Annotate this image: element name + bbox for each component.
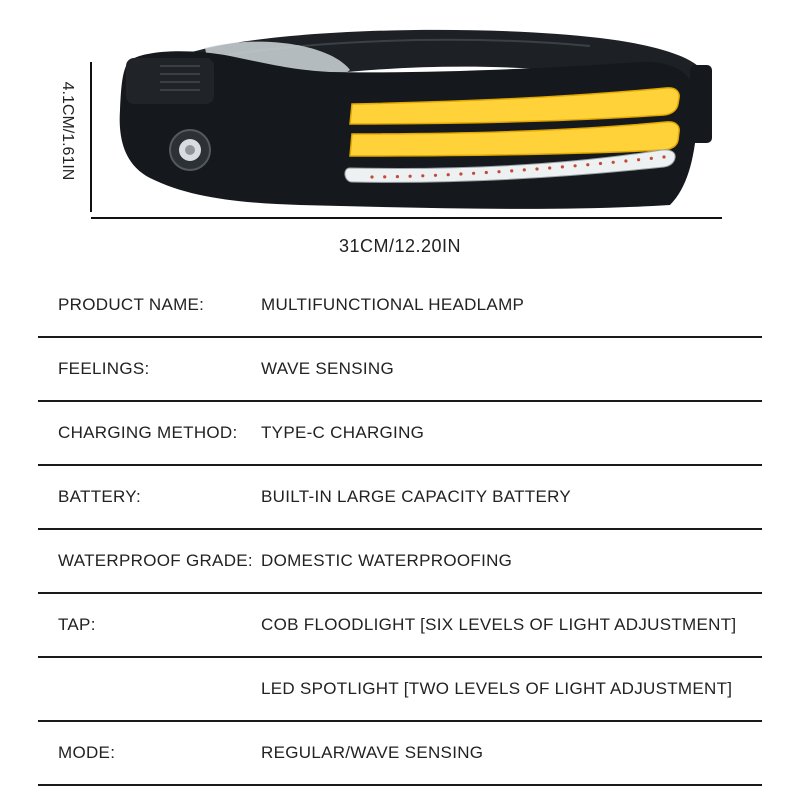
- spec-label: CHARGING METHOD:: [58, 423, 238, 442]
- spec-row-product-name: [38, 274, 762, 338]
- led-bead: [396, 175, 399, 178]
- led-bead: [472, 172, 475, 175]
- led-bead: [535, 167, 538, 170]
- led-bead: [548, 166, 551, 169]
- led-bead: [370, 175, 373, 178]
- led-bead: [650, 157, 653, 160]
- spotlight-led: [185, 145, 195, 155]
- spec-row-charging-method: [38, 402, 762, 466]
- spec-value: COB FLOODLIGHT [SIX LEVELS OF LIGHT ADJUSTMENT]: [261, 615, 737, 634]
- led-bead: [561, 165, 564, 168]
- led-bead: [434, 174, 437, 177]
- spec-value: WAVE SENSING: [261, 359, 395, 378]
- spec-label: MODE:: [58, 743, 116, 762]
- spec-label: WATERPROOF GRADE:: [58, 551, 253, 570]
- spec-value: MULTIFUNCTIONAL HEADLAMP: [261, 295, 525, 314]
- spec-value: BUILT-IN LARGE CAPACITY BATTERY: [261, 487, 572, 506]
- spec-table: [38, 274, 762, 786]
- height-dimension-label: 4.1CM/1.61IN: [59, 81, 76, 181]
- led-bead: [447, 173, 450, 176]
- led-bead: [383, 175, 386, 178]
- spec-label: FEELINGS:: [58, 359, 150, 378]
- led-bead: [574, 164, 577, 167]
- spec-row-battery: [38, 466, 762, 530]
- led-bead: [510, 169, 513, 172]
- headlamp-image: [0, 0, 800, 270]
- led-bead: [523, 168, 526, 171]
- led-bead: [612, 161, 615, 164]
- spec-label: TAP:: [58, 615, 96, 634]
- led-bead: [459, 172, 462, 175]
- led-bead: [624, 159, 627, 162]
- led-bead: [497, 170, 500, 173]
- spec-row-waterproof-grade: [38, 530, 762, 594]
- spec-value: DOMESTIC WATERPROOFING: [261, 551, 513, 570]
- led-bead: [409, 175, 412, 178]
- spec-label: PRODUCT NAME:: [58, 295, 205, 314]
- spec-value: REGULAR/WAVE SENSING: [261, 743, 484, 762]
- width-dimension-label: 31CM/12.20IN: [338, 236, 462, 256]
- led-bead: [637, 158, 640, 161]
- led-bead: [421, 174, 424, 177]
- spec-row-tap: [38, 594, 762, 658]
- led-bead: [662, 155, 665, 158]
- spec-row-feelings: [38, 338, 762, 402]
- led-bead: [599, 162, 602, 165]
- spec-row-tap-continued: [38, 658, 762, 722]
- spec-value: LED SPOTLIGHT [TWO LEVELS OF LIGHT ADJUSTMENT]: [261, 679, 733, 698]
- spec-value: TYPE-C CHARGING: [261, 423, 425, 442]
- spec-row-mode: [38, 722, 762, 786]
- led-bead: [485, 171, 488, 174]
- led-bead: [586, 163, 589, 166]
- spec-label: BATTERY:: [58, 487, 142, 506]
